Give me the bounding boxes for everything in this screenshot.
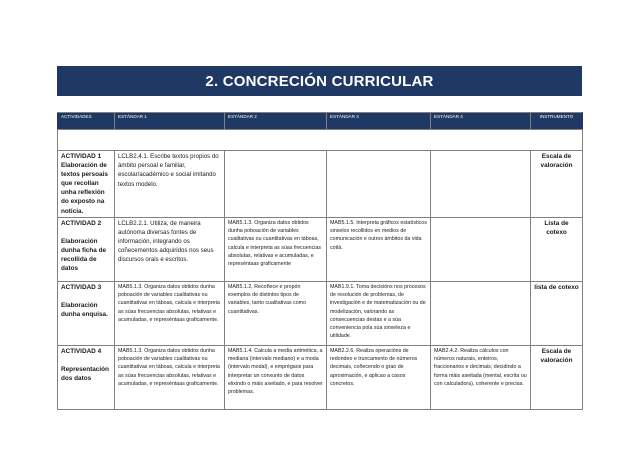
standard-4-cell bbox=[431, 151, 531, 218]
header-actividades: ACTIVIDADES bbox=[58, 113, 115, 130]
standard-4-cell bbox=[431, 281, 531, 345]
activity-title: ACTIVIDAD 1 bbox=[61, 153, 102, 160]
standard-1-cell: MAB5.1.3. Organiza datos obtidos dunha poboación de variables cualitativas ou cuantitativas en táboas, calcula e interpreta as súas frecuencias absolutas, relativas e acumuladas, e represéntaas graficamente. bbox=[115, 281, 225, 345]
header-instrumento: INSTRUMENTO bbox=[531, 113, 583, 130]
activity-description: Elaboración dunha ficha de recollida de datos bbox=[61, 237, 107, 273]
activity-description: Elaboración dunha enquisa. bbox=[61, 301, 108, 318]
header-estandar-4: ESTÁNDAR 4 bbox=[431, 113, 531, 130]
instrument-cell: Lista de cotexo bbox=[531, 217, 583, 281]
header-estandar-2: ESTÁNDAR 2 bbox=[225, 113, 327, 130]
curriculum-table bbox=[57, 112, 583, 410]
activity-cell bbox=[58, 217, 115, 281]
activity-description: Elaboración de textos persoais que recollan unha reflexión do exposto na noticia. bbox=[61, 162, 108, 215]
header-row bbox=[58, 113, 583, 130]
instrument-cell: lista de cotexo bbox=[531, 281, 583, 345]
standard-2-cell bbox=[225, 151, 327, 218]
standard-3-cell: MAB2.2.6. Realiza operacións de redondeo e truncamento de números decimais, coñecendo o grao de aproximación, e aplicao a casos concretos. bbox=[327, 345, 431, 409]
standard-4-cell: MAB2.4.2. Realiza cálculos con números naturais, enteiros, fraccionarios e decimais, decidindo a forma máis axeitada (mental, escrita ou con calculadora), coherente e precisa. bbox=[431, 345, 531, 409]
table-row bbox=[58, 345, 583, 409]
activity-title: ACTIVIDAD 3 bbox=[61, 283, 102, 291]
header-estandar-1: ESTÁNDAR 1 bbox=[115, 113, 225, 130]
activity-description: Representación dos datos bbox=[61, 365, 109, 382]
instrument-cell: Escala de valoración bbox=[531, 151, 583, 218]
activity-title: ACTIVIDAD 2 bbox=[61, 219, 102, 227]
activity-title: ACTIVIDAD 4 bbox=[61, 347, 102, 355]
standard-1-cell: LCLB2.2.1. Utiliza, de maneira autónoma diversas fontes de información, integrando os coñecementos adquiridos nos seus discursos orais e escritos. bbox=[115, 217, 225, 281]
activity-cell bbox=[58, 281, 115, 345]
instrument-cell: Escala de valoración bbox=[531, 345, 583, 409]
table-row bbox=[58, 281, 583, 345]
standard-1-cell: MAB5.1.3. Organiza datos obtidos dunha poboación de variables cualitativas ou cuantitativas en táboas, calcula e interpreta as súas frecuencias absolutas, relativas e acumuladas, e represéntaas graficamente. bbox=[115, 345, 225, 409]
standard-4-cell bbox=[431, 217, 531, 281]
activity-cell bbox=[58, 151, 115, 218]
standard-2-cell: MAB5.1.3. Organiza datos obtidos dunha poboación de variables cualitativas ou cuantitativas en táboas, calcula e interpreta as súas frecuencias absolutas, relativas e acumuladas, e represéntaas graficamente bbox=[225, 217, 327, 281]
table-row bbox=[58, 217, 583, 281]
activity-cell bbox=[58, 345, 115, 409]
table-row bbox=[58, 151, 583, 218]
standard-2-cell: MAB5.1.2. Recoñece e propón exemplos de distintos tipos de variables, tanto cualitativas como cuantitativas. bbox=[225, 281, 327, 345]
standard-1-cell: LCLB2.4.1. Escribe textos propios do ámbito persoal e familiar, escolar/académico e social imitando textos modelo. bbox=[115, 151, 225, 218]
page-title: 2. CONCRECIÓN CURRICULAR bbox=[57, 66, 582, 96]
header-estandar-3: ESTÁNDAR 3 bbox=[327, 113, 431, 130]
standard-3-cell: MAB1.9.1. Toma decisións nos procesos de resolución de problemas, de investigación e de matematización ou de modelización, valorando as consecuencias destas e a súa conveniencia pola súa sinxeleza e utilidade. bbox=[327, 281, 431, 345]
standard-2-cell: MAB5.1.4. Calcula a media aritmética, a mediana (intervalo mediano) e a moda (intervalo modal), e emprégaos para interpretar un conxunto de datos elixindo o máis axeitado, e para resolver problemas. bbox=[225, 345, 327, 409]
standard-3-cell: MAB5.1.5. Interpreta gráficos estatísticos sinxelos recollidos en medios de comunicación e outros ámbitos da vida cotiá. bbox=[327, 217, 431, 281]
standard-3-cell bbox=[327, 151, 431, 218]
